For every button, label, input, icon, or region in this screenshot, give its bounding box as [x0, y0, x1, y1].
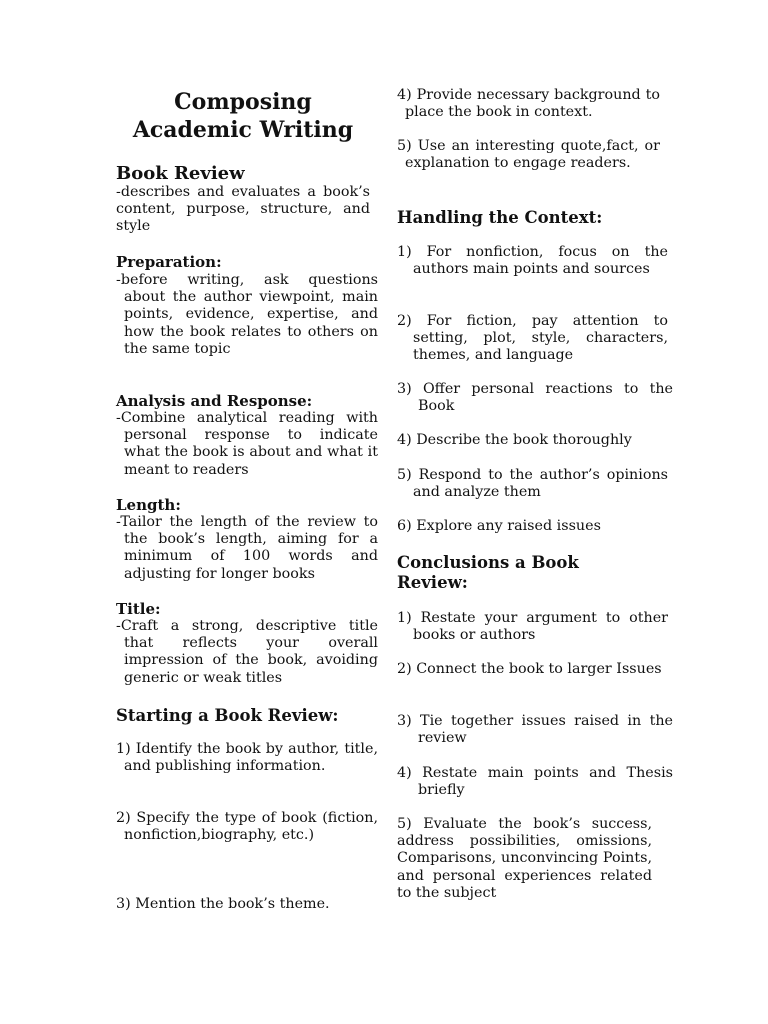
- preparation-text: -before writing, ask questions about the author viewpoint, main points, evidence, expertise, and how the book relates to others on the same topic: [116, 272, 378, 357]
- starting-item-3: 3) Mention the book’s theme.: [116, 896, 330, 912]
- starting-item-4: 4) Provide necessary background to place the book in context.: [397, 87, 660, 121]
- length-heading: Length:: [116, 496, 181, 514]
- title-text: -Craft a strong, descriptive title that reflects your overall impression of the book, avoiding generic or weak titles: [116, 618, 378, 686]
- conclusions-item-2: 2) Connect the book to larger Issues: [397, 661, 662, 677]
- starting-item-1: 1) Identify the book by author, title, and publishing information.: [116, 741, 378, 775]
- preparation-heading: Preparation:: [116, 253, 222, 271]
- analysis-text: -Combine analytical reading with personal response to indicate what the book is about and what it meant to readers: [116, 410, 378, 478]
- context-item-5: 5) Respond to the author’s opinions and analyze them: [397, 467, 668, 501]
- context-heading: Handling the Context:: [397, 208, 603, 227]
- context-item-6: 6) Explore any raised issues: [397, 518, 601, 534]
- conclusions-item-4: 4) Restate main points and Thesis briefly: [397, 765, 673, 799]
- context-item-1: 1) For nonfiction, focus on the authors main points and sources: [397, 244, 668, 278]
- context-item-3: 3) Offer personal reactions to the Book: [397, 381, 673, 415]
- context-item-4: 4) Describe the book thoroughly: [397, 432, 632, 448]
- book-review-text: -describes and evaluates a book’s content, purpose, structure, and style: [116, 184, 370, 235]
- conclusions-item-1: 1) Restate your argument to other books or authors: [397, 610, 668, 644]
- conclusions-heading: Conclusions a Book Review:: [397, 553, 579, 592]
- conclusions-item-3: 3) Tie together issues raised in the review: [397, 713, 673, 747]
- title-heading: Title:: [116, 600, 161, 618]
- book-review-heading: Book Review: [116, 163, 245, 184]
- conclusions-item-5: 5) Evaluate the book’s success, address possibilities, omissions, Comparisons, unconvincing Points, and personal experiences related to the subject: [397, 816, 652, 901]
- analysis-heading: Analysis and Response:: [116, 392, 313, 410]
- starting-item-5: 5) Use an interesting quote,fact, or explanation to engage readers.: [397, 138, 660, 172]
- length-text: -Tailor the length of the review to the book’s length, aiming for a minimum of 100 words and adjusting for longer books: [116, 514, 378, 582]
- context-item-2: 2) For fiction, pay attention to setting, plot, style, characters, themes, and language: [397, 313, 668, 364]
- page-title: Composing Academic Writing: [132, 89, 354, 143]
- starting-item-2: 2) Specify the type of book (fiction, nonfiction,biography, etc.): [116, 810, 378, 844]
- starting-heading: Starting a Book Review:: [116, 706, 339, 725]
